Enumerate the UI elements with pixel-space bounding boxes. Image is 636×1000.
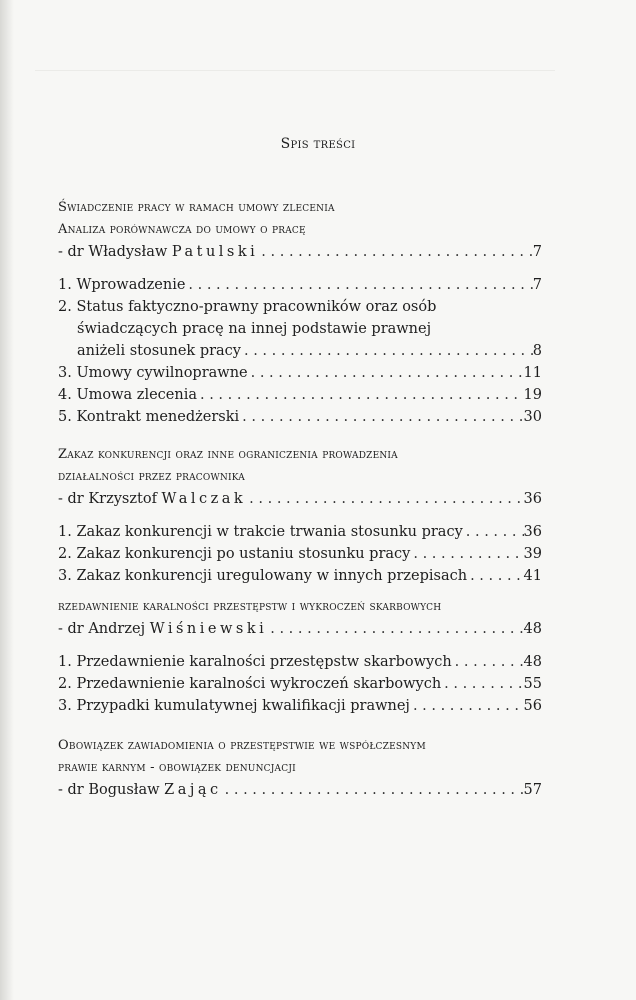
page-number: 11 bbox=[523, 365, 542, 381]
dot-leader bbox=[222, 779, 524, 801]
author-name bbox=[58, 241, 258, 263]
dot-leader bbox=[241, 340, 533, 362]
author-prefix: - dr Władysław bbox=[58, 244, 168, 260]
author-name bbox=[58, 618, 267, 640]
page-title: Spis treści bbox=[280, 136, 356, 152]
toc-section bbox=[58, 197, 542, 428]
section-heading: prawie karnym - obowiązek denuncjacji bbox=[58, 760, 296, 775]
dot-leader bbox=[248, 362, 524, 384]
author-surname: Patulski bbox=[171, 244, 259, 260]
entry-title: 2. Przedawnienie karalności wykroczeń skarbowych bbox=[58, 676, 442, 692]
entry-title: 3. Przypadki kumulatywnej kwalifikacji prawnej bbox=[58, 698, 410, 714]
page-number: 36 bbox=[523, 491, 542, 507]
author-line bbox=[58, 488, 542, 510]
author-prefix: - dr Andrzej bbox=[58, 621, 146, 637]
dot-leader bbox=[467, 565, 523, 587]
dot-leader bbox=[410, 695, 524, 717]
entry-title: 3. Zakaz konkurencji uregulowany w innych przepisach bbox=[58, 568, 468, 584]
author-surname: Walczak bbox=[161, 491, 247, 507]
toc-entry[interactable] bbox=[58, 384, 542, 406]
page-number: 8 bbox=[532, 343, 542, 359]
dot-leader bbox=[246, 488, 523, 510]
dot-leader bbox=[239, 406, 523, 428]
page-number: 30 bbox=[523, 409, 542, 425]
section-heading: Analiza porównawcza do umowy o pracę bbox=[58, 222, 306, 237]
dot-leader bbox=[410, 543, 523, 565]
author-surname: Wiśniewski bbox=[149, 621, 268, 637]
author-name bbox=[58, 488, 246, 510]
page-number: 41 bbox=[523, 568, 542, 584]
section-heading: Obowiązek zawiadomienia o przestępstwie we współczesnym bbox=[58, 738, 426, 753]
dot-leader bbox=[185, 274, 532, 296]
toc-entry[interactable] bbox=[58, 673, 542, 695]
author-line bbox=[58, 618, 542, 640]
spacer bbox=[58, 640, 542, 651]
bleed-through-line bbox=[35, 70, 555, 71]
toc-entry[interactable] bbox=[58, 406, 542, 428]
author-prefix: - dr Krzysztof bbox=[58, 491, 157, 507]
toc-entry[interactable] bbox=[58, 340, 542, 362]
spacer bbox=[58, 510, 542, 521]
toc-entry[interactable] bbox=[58, 362, 542, 384]
entry-title: 4. Umowa zlecenia bbox=[58, 387, 197, 403]
section-heading: rzedawnienie karalności przestępstw i wykroczeń skarbowych bbox=[58, 599, 442, 614]
entry-title: 2. Zakaz konkurencji po ustaniu stosunku pracy bbox=[58, 546, 411, 562]
page-number: 39 bbox=[523, 546, 542, 562]
dot-leader bbox=[258, 241, 532, 263]
page-number: 55 bbox=[523, 676, 542, 692]
entry-title: świadczących pracę na innej podstawie prawnej bbox=[77, 321, 432, 337]
entry-title: 2. Status faktyczno-prawny pracowników oraz osób bbox=[58, 299, 437, 315]
section-heading: Zakaz konkurencji oraz inne ograniczenia prowadzenia bbox=[58, 447, 398, 462]
dot-leader bbox=[463, 521, 524, 543]
author-line bbox=[58, 779, 542, 801]
entry-title: 3. Umowy cywilnoprawne bbox=[58, 365, 248, 381]
toc-entry[interactable] bbox=[58, 318, 542, 340]
page-number: 7 bbox=[532, 244, 542, 260]
toc-entry[interactable] bbox=[58, 296, 542, 318]
author-name bbox=[58, 779, 222, 801]
page-number: 57 bbox=[523, 782, 542, 798]
toc-section bbox=[58, 596, 542, 717]
entry-title: 1. Przedawnienie karalności przestępstw skarbowych bbox=[58, 654, 452, 670]
page-number: 36 bbox=[523, 524, 542, 540]
entry-title: 5. Kontrakt menedżerski bbox=[58, 409, 240, 425]
dot-leader bbox=[267, 618, 523, 640]
author-prefix: - dr Bogusław bbox=[58, 782, 160, 798]
dot-leader bbox=[197, 384, 524, 406]
toc-entry[interactable] bbox=[58, 274, 542, 296]
section-heading: Świadczenie pracy w ramach umowy zlecenia bbox=[58, 200, 335, 215]
toc-entry[interactable] bbox=[58, 543, 542, 565]
page-number: 48 bbox=[523, 621, 542, 637]
page-number: 7 bbox=[532, 277, 542, 293]
page-number: 56 bbox=[523, 698, 542, 714]
toc-entry[interactable] bbox=[58, 521, 542, 543]
entry-title: 1. Wprowadzenie bbox=[58, 277, 186, 293]
dot-leader bbox=[452, 651, 524, 673]
page-number: 19 bbox=[523, 387, 542, 403]
toc-entry[interactable] bbox=[58, 565, 542, 587]
author-surname: Zając bbox=[164, 782, 222, 798]
toc-section bbox=[58, 735, 542, 801]
spacer bbox=[58, 263, 542, 274]
toc-section bbox=[58, 444, 542, 587]
page-number: 48 bbox=[523, 654, 542, 670]
section-heading: działalności przez pracownika bbox=[58, 469, 245, 484]
entry-title: 1. Zakaz konkurencji w trakcie trwania stosunku pracy bbox=[58, 524, 463, 540]
toc-entry[interactable] bbox=[58, 695, 542, 717]
dot-leader bbox=[441, 673, 523, 695]
entry-title: aniżeli stosunek pracy bbox=[77, 343, 241, 359]
author-line bbox=[58, 241, 542, 263]
toc-entry[interactable] bbox=[58, 651, 542, 673]
